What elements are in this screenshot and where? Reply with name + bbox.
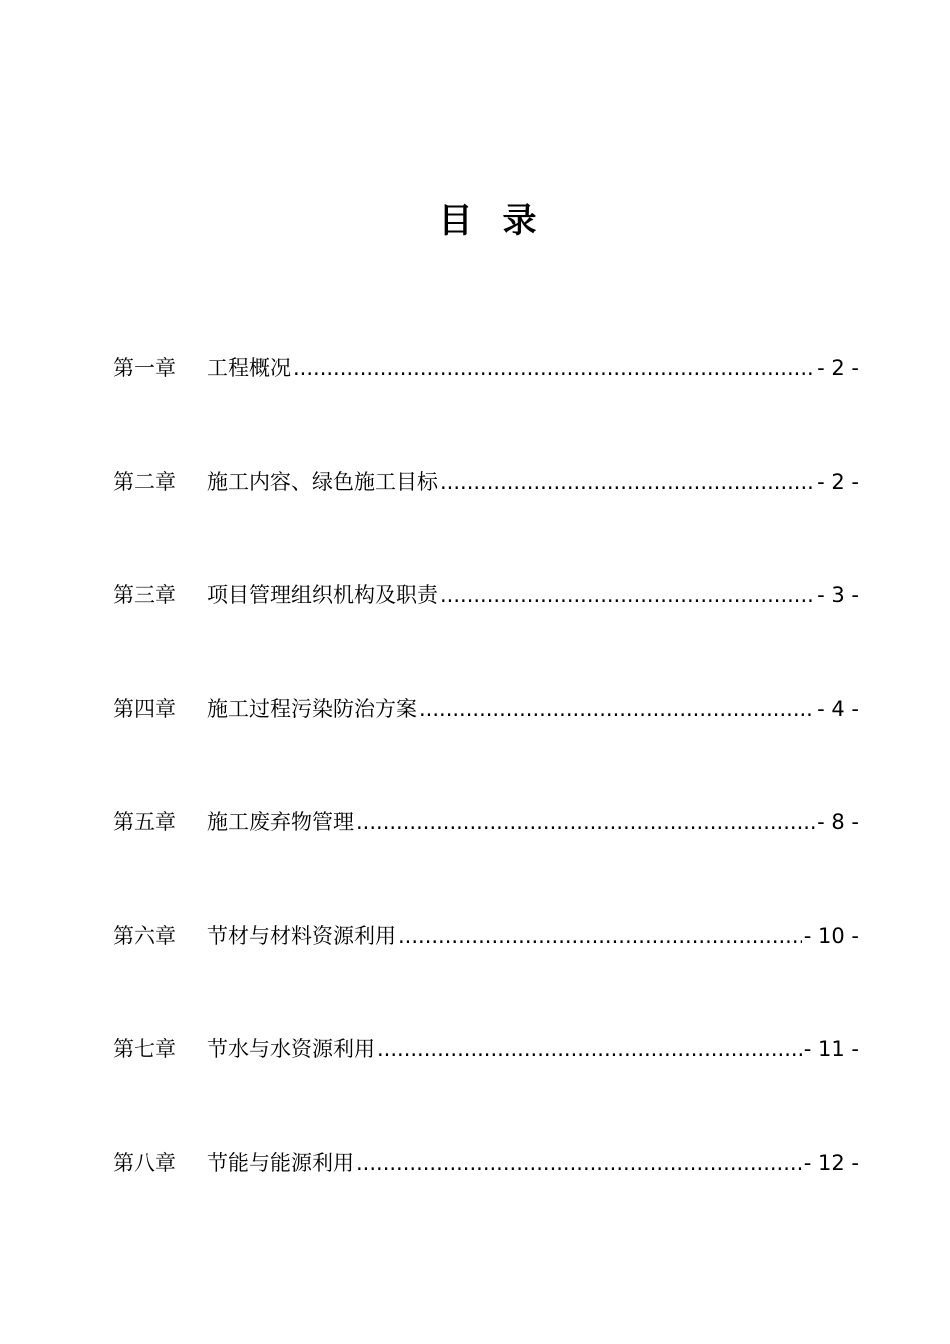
toc-chapter-title: 工程概况 bbox=[207, 356, 291, 380]
toc-chapter-number: 第五章 bbox=[113, 810, 176, 834]
toc-leader-dots bbox=[419, 689, 815, 729]
toc-chapter-title: 施工废弃物管理 bbox=[207, 810, 354, 834]
toc-chapter-title: 节水与水资源利用 bbox=[207, 1037, 375, 1061]
toc-entry[interactable] bbox=[113, 1143, 859, 1257]
toc-entry[interactable] bbox=[113, 348, 859, 462]
toc-chapter-number: 第八章 bbox=[113, 1150, 176, 1175]
toc-entry[interactable] bbox=[113, 575, 859, 689]
toc-page-number: - 2 - bbox=[817, 469, 859, 494]
toc-chapter-number: 第三章 bbox=[113, 583, 176, 607]
toc-leader-dots bbox=[356, 1143, 802, 1183]
toc-entry[interactable] bbox=[113, 462, 859, 576]
toc-chapter-title: 节能与能源利用 bbox=[207, 1150, 354, 1175]
toc-leader-dots bbox=[377, 1029, 802, 1069]
toc-entry[interactable] bbox=[113, 689, 859, 803]
toc-chapter-title: 施工过程污染防治方案 bbox=[207, 696, 417, 721]
toc-chapter-number: 第一章 bbox=[113, 356, 176, 380]
toc-entry[interactable] bbox=[113, 802, 859, 916]
toc-leader-dots bbox=[398, 916, 802, 956]
toc-chapter-number: 第七章 bbox=[113, 1037, 176, 1061]
toc-page-number: - 11 - bbox=[803, 1037, 859, 1061]
toc-chapter-title: 项目管理组织机构及职责 bbox=[207, 583, 438, 607]
toc-leader-dots bbox=[356, 802, 815, 842]
toc-leader-dots bbox=[440, 462, 815, 502]
toc-chapter-title: 节材与材料资源利用 bbox=[207, 923, 396, 948]
toc-page-number: - 8 - bbox=[817, 810, 859, 834]
toc-chapter-number: 第四章 bbox=[113, 696, 176, 721]
toc-page-number: - 12 - bbox=[803, 1150, 859, 1175]
toc-chapter-number: 第六章 bbox=[113, 923, 176, 948]
toc-entry[interactable] bbox=[113, 916, 859, 1030]
page-title-char-2: 录 bbox=[502, 201, 537, 241]
toc-page-number: - 10 - bbox=[803, 923, 859, 948]
toc-chapter-title: 施工内容、绿色施工目标 bbox=[207, 469, 438, 494]
page-title bbox=[0, 196, 950, 246]
toc-chapter-number: 第二章 bbox=[113, 469, 176, 494]
toc-page-number: - 4 - bbox=[817, 696, 859, 721]
toc-leader-dots bbox=[293, 348, 815, 388]
toc-entry[interactable] bbox=[113, 1029, 859, 1143]
page-title-char-1: 目 bbox=[438, 201, 473, 241]
toc-leader-dots bbox=[440, 575, 815, 615]
table-of-contents bbox=[113, 348, 859, 1256]
toc-page-number: - 2 - bbox=[817, 356, 859, 380]
toc-page-number: - 3 - bbox=[817, 583, 859, 607]
